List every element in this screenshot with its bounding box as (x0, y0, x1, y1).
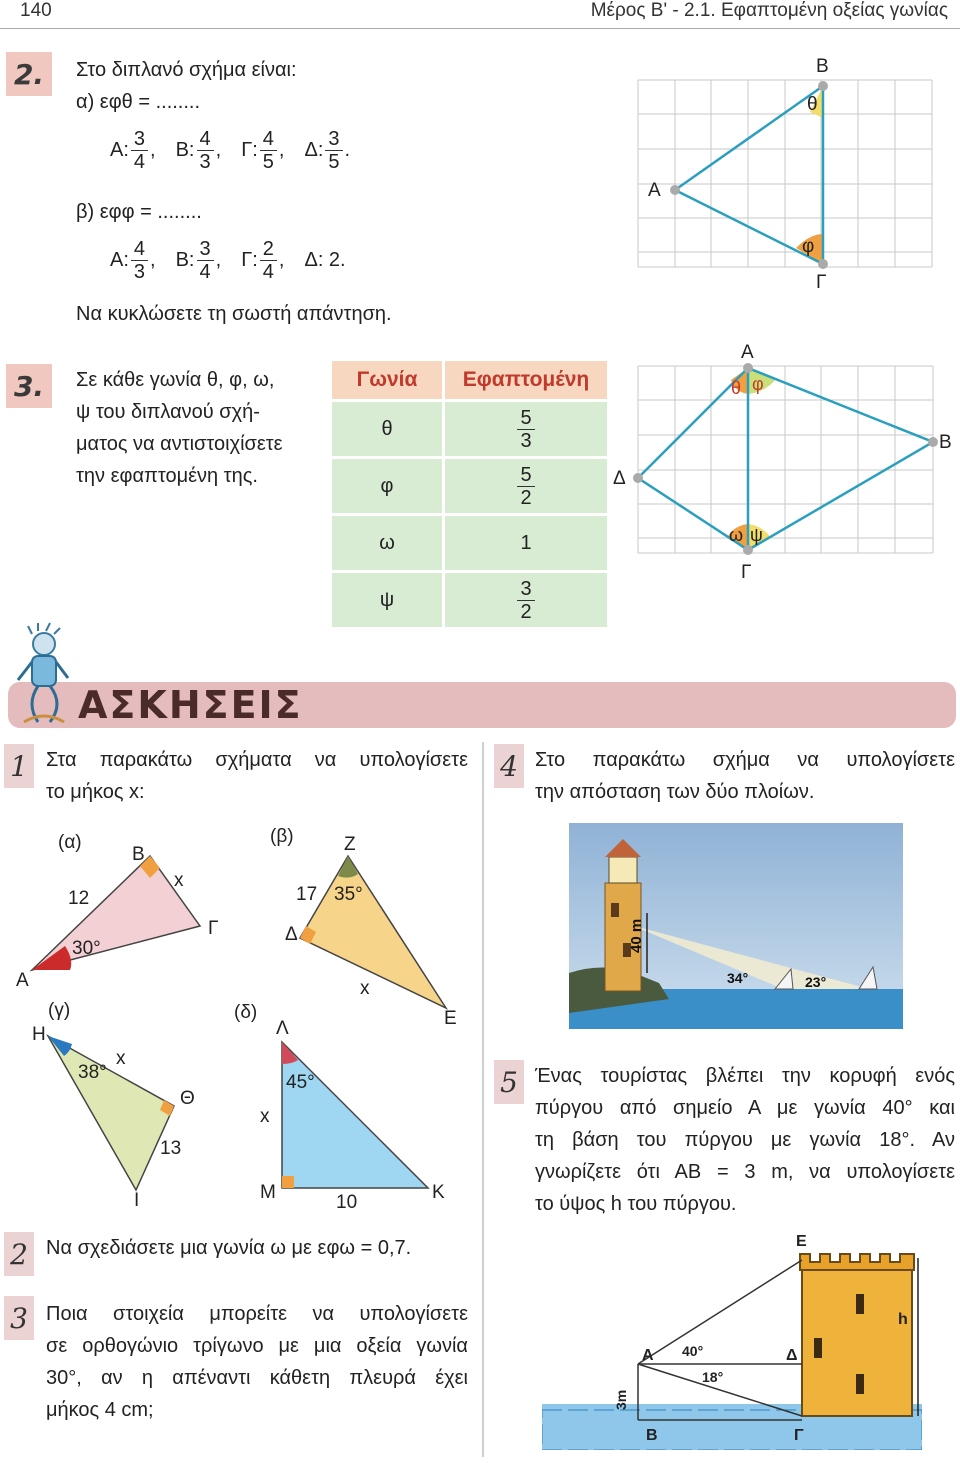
angle-38: 38° (78, 1062, 107, 1083)
e5-line: Ένας τουρίστας βλέπει την κορυφή ενός (535, 1065, 955, 1087)
q2-grid-figure (620, 52, 950, 292)
question-3-badge: 3. (6, 364, 52, 408)
denominator: 3 (199, 150, 211, 173)
separator: , (278, 138, 285, 161)
triangle-ABG (675, 86, 823, 264)
q2-part-b: β) εφφ = ........ (76, 201, 202, 223)
label-I: Ι (134, 1190, 140, 1211)
exercise-3-text (46, 1298, 468, 1426)
x-d: x (260, 1106, 270, 1127)
label-B: Β (939, 432, 952, 453)
table-tangent-cell (445, 402, 607, 456)
exercises-title: ΑΣΚΗΣΕΙΣ (78, 683, 303, 727)
separator: , (215, 248, 222, 271)
denominator: 4 (262, 260, 274, 283)
label-Th: Θ (180, 1088, 195, 1109)
height-label: 40 m (628, 918, 645, 953)
numerator: 3 (517, 578, 534, 601)
point-A (743, 363, 753, 373)
lighthouse-illustration (569, 823, 903, 1029)
table-angle-cell: ψ (332, 573, 442, 627)
denominator: 3 (133, 260, 146, 283)
q3-line: ματος να αντιστοιχίσετε (76, 433, 283, 455)
separator: , (215, 138, 222, 161)
exercise-2-badge: 2 (4, 1232, 34, 1276)
fraction (260, 238, 277, 283)
angle-d-marker (282, 1042, 298, 1064)
triangle-b (300, 856, 446, 1008)
e3-line: μήκος 4 cm; (46, 1399, 154, 1421)
numerator: 3 (325, 128, 342, 151)
exercise-2-text: Να σχεδιάσετε μια γωνία ω με εφω = 0,7. (46, 1237, 412, 1259)
tag-d: (δ) (234, 1002, 258, 1023)
label-Z: Ζ (344, 834, 356, 855)
grid-lines (638, 366, 933, 553)
label-3m: 3m (613, 1389, 629, 1410)
fraction (260, 128, 277, 173)
e3-line: 30°, αν η απέναντι κάθετη πλευρά έχει (46, 1367, 468, 1389)
section-title: Μέρος Β' - 2.1. Εφαπτομένη οξείας γωνίας (590, 0, 948, 21)
label-K: Κ (432, 1182, 445, 1203)
opt-a-B-label: Β: (175, 138, 195, 161)
tag-b: (β) (270, 826, 294, 847)
numerator: 4 (197, 128, 214, 151)
sightline-top (638, 1260, 802, 1364)
e3-line: Ποια στοιχεία μπορείτε να υπολογίσετε (46, 1303, 468, 1325)
e5-line: πύργου από σημείο Α με γωνία 40° και (535, 1097, 955, 1119)
e4-line: την απόσταση των δύο πλοίων. (535, 781, 815, 803)
point-B (928, 437, 938, 447)
e3-line: σε ορθογώνιο τρίγωνο με μια οξεία γωνία (46, 1335, 468, 1357)
separator: , (150, 248, 156, 271)
denominator: 4 (133, 150, 146, 173)
page-number: 140 (20, 0, 52, 21)
q2-instruction: Να κυκλώσετε τη σωστή απάντηση. (76, 303, 392, 325)
fraction (131, 128, 148, 173)
tag-c: (γ) (48, 1000, 71, 1021)
point-A (670, 185, 680, 195)
point-D (633, 473, 643, 483)
side-17: 17 (296, 884, 318, 905)
q3-grid-figure (605, 338, 960, 588)
table-header-tangent: Εφαπτομένη (445, 361, 607, 399)
q2-options-b (110, 234, 346, 286)
label-A: Α (16, 970, 29, 991)
exercise-5-badge: 5 (494, 1060, 524, 1104)
label-psi: ψ (750, 525, 763, 545)
table-tangent-cell (445, 573, 607, 627)
triangle-c (48, 1036, 174, 1190)
label-phi: φ (802, 236, 815, 257)
denominator: 5 (262, 150, 274, 173)
label-G: Γ (208, 918, 219, 939)
table-angle-cell: θ (332, 402, 442, 456)
opt-b-G-label: Γ: (241, 248, 258, 271)
label-M: Μ (260, 1182, 276, 1203)
label-H: Η (32, 1024, 46, 1045)
q3-text (76, 364, 321, 492)
tangent-table (329, 358, 610, 630)
q2-intro: Στο διπλανό σχήμα είναι: (76, 59, 297, 81)
fraction (131, 238, 148, 283)
right-angle-d (282, 1176, 294, 1188)
label-A: Α (648, 180, 661, 201)
tag-a: (α) (58, 832, 82, 853)
table-tangent-cell (445, 459, 607, 513)
numerator: 2 (260, 238, 277, 261)
side-13: 13 (160, 1138, 182, 1159)
exercise-3-badge: 3 (4, 1296, 34, 1340)
opt-a-D-label: Δ: (304, 138, 324, 161)
angle-40: 40° (682, 1343, 704, 1359)
e1-line: το μήκος x: (46, 781, 145, 803)
label-G: Γ (816, 272, 827, 292)
label-B: Β (132, 844, 145, 865)
mascot-figure (6, 622, 72, 730)
angle-35: 35° (334, 884, 363, 905)
question-2-badge: 2. (6, 52, 52, 96)
side-10: 10 (336, 1192, 358, 1213)
fraction (197, 128, 214, 173)
q3-line: την εφαπτομένη της. (76, 465, 258, 487)
exercise-4-badge: 4 (494, 744, 524, 788)
e4-line: Στο παρακάτω σχήμα να υπολογίσετε (535, 749, 955, 771)
exercise-1-figures (10, 818, 480, 1218)
opt-b-A-label: Α: (110, 248, 129, 271)
angle-30: 30° (72, 938, 101, 959)
numerator: 5 (517, 464, 534, 487)
point-G (818, 259, 828, 269)
separator: . (344, 138, 351, 161)
denominator: 5 (328, 150, 340, 173)
lighthouse-lamp (609, 857, 637, 883)
column-divider (482, 742, 484, 1457)
x-b: x (360, 978, 370, 999)
label-A: Α (642, 1347, 654, 1364)
point-G (743, 545, 753, 555)
numerator: 3 (131, 128, 148, 151)
side-12: 12 (68, 888, 90, 909)
label-B: Β (816, 56, 829, 77)
separator: , (150, 138, 156, 161)
q2-part-a: α) εφθ = ........ (76, 91, 201, 113)
exercise-1-text (46, 744, 468, 808)
denominator: 4 (199, 260, 211, 283)
table-tangent-cell: 1 (445, 516, 607, 570)
q3-line: ψ του διπλανού σχή- (76, 401, 260, 423)
denominator: 2 (520, 600, 532, 623)
fraction (517, 578, 534, 623)
numerator: 5 (517, 407, 534, 430)
numerator: 4 (131, 238, 148, 261)
exercise-5-text (535, 1060, 955, 1220)
opt-b-D: Δ: 2. (304, 248, 346, 271)
numerator: 3 (197, 238, 214, 261)
label-L: Λ (276, 1018, 289, 1039)
label-E: Ε (796, 1233, 807, 1250)
label-h: h (898, 1311, 908, 1328)
battlements (800, 1254, 914, 1270)
angle-18: 18° (702, 1369, 724, 1385)
e5-line: το ύψος h του πύργου. (535, 1193, 737, 1215)
label-G: Γ (741, 562, 752, 583)
label-phi: φ (752, 374, 764, 394)
e5-line: τη βάση του πύργου με γωνία 18°. Αν (535, 1129, 955, 1151)
label-omega: ω (729, 525, 744, 545)
q2-options-a (110, 124, 350, 176)
q3-line: Σε κάθε γωνία θ, φ, ω, (76, 369, 275, 391)
fraction (197, 238, 214, 283)
label-B: Β (646, 1427, 658, 1444)
e1-line: Στα παρακάτω σχήματα να υπολογίσετε (46, 749, 468, 771)
x-c: x (116, 1048, 126, 1069)
denominator: 2 (520, 486, 532, 509)
separator: , (278, 248, 285, 271)
exercise-4-text (535, 744, 955, 808)
exercise-1-badge: 1 (4, 744, 34, 788)
fraction (517, 464, 534, 509)
opt-a-G-label: Γ: (241, 138, 258, 161)
triangle-d (282, 1042, 428, 1188)
e5-line: γνωρίζετε ότι ΑΒ = 3 m, να υπολογίσετε (535, 1161, 955, 1183)
table-header-angle: Γωνία (332, 361, 442, 399)
angle-45: 45° (286, 1072, 315, 1093)
label-A: Α (741, 342, 754, 363)
opt-b-B-label: Β: (175, 248, 195, 271)
table-angle-cell: φ (332, 459, 442, 513)
label-theta: θ (731, 378, 742, 398)
label-D: Δ (786, 1347, 798, 1364)
label-E: Ε (444, 1008, 457, 1029)
header-rule (0, 28, 960, 29)
point-B (818, 81, 828, 91)
label-G: Γ (794, 1427, 804, 1444)
numerator: 4 (260, 128, 277, 151)
denominator: 3 (520, 429, 532, 452)
opt-a-A-label: Α: (110, 138, 129, 161)
grid-lines (638, 80, 932, 267)
label-D: Δ (285, 924, 298, 945)
angle-23: 23° (805, 974, 827, 990)
fraction (325, 128, 342, 173)
label-theta: θ (807, 94, 818, 115)
angle-a-marker (32, 946, 71, 970)
angle-34: 34° (727, 970, 749, 986)
label-D: Δ (613, 468, 626, 489)
tower-illustration (542, 1224, 922, 1450)
table-angle-cell: ω (332, 516, 442, 570)
fraction (517, 407, 534, 452)
x-a: x (174, 870, 184, 891)
